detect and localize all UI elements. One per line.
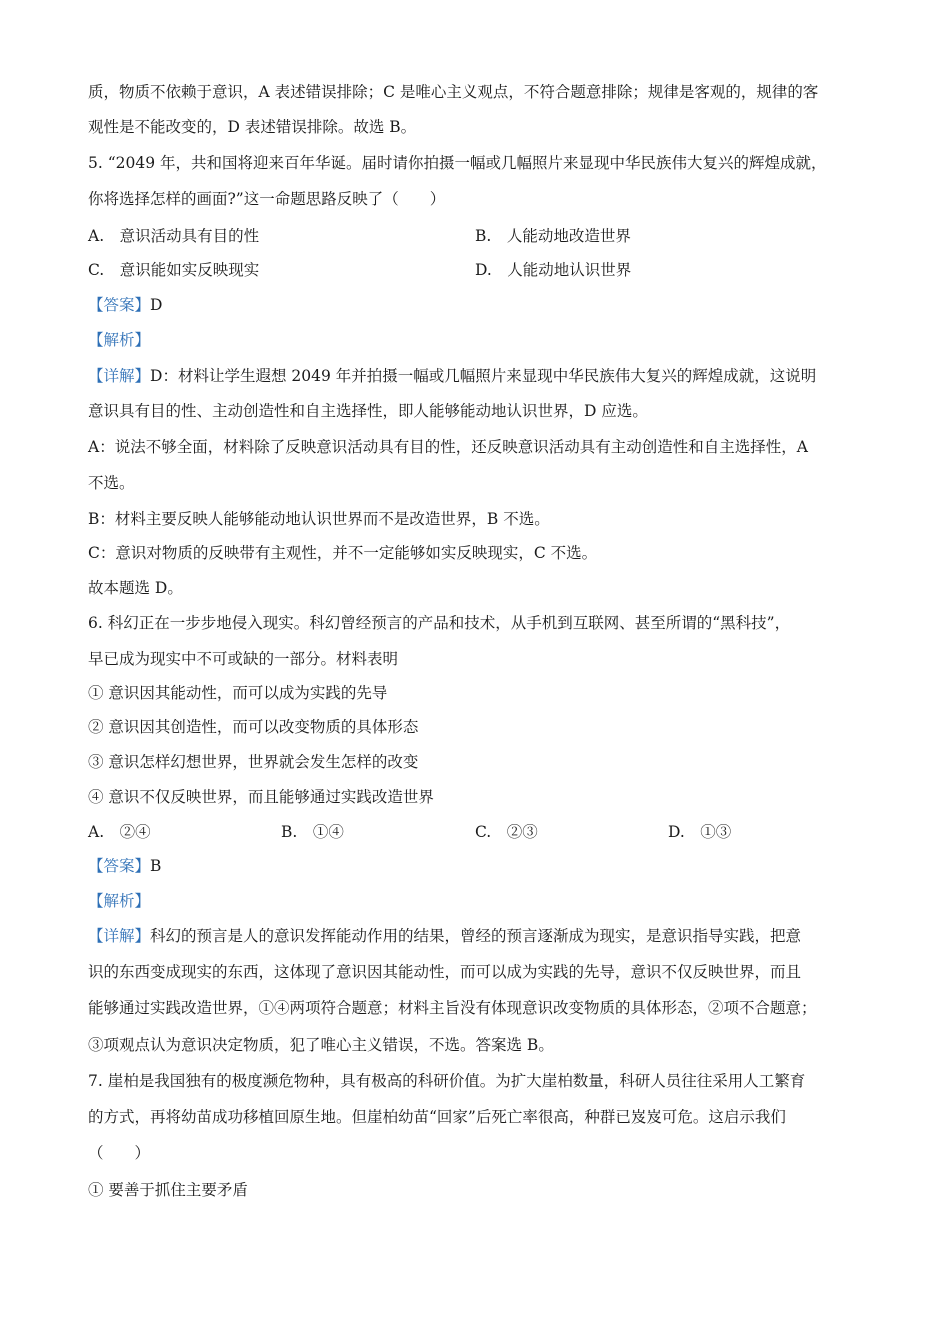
q5-option-b: B. 人能动地改造世界: [475, 227, 631, 245]
q6-detail-text-1: 科幻的预言是人的意识发挥能动作用的结果，曾经的预言逐渐成为现实，是意识指导实践，把意: [150, 927, 802, 945]
q5-option-d: D. 人能动地认识世界: [475, 261, 632, 279]
q5-analysis-tag: 【解析】: [88, 331, 151, 349]
q7-item-1: ① 要善于抓住主要矛盾: [88, 1181, 248, 1199]
q6-analysis-tag: 【解析】: [88, 892, 151, 910]
q6-detail-tag: 【详解】: [88, 927, 151, 945]
q5-option-a: A. 意识活动具有目的性: [88, 227, 260, 245]
q5-detail-text-1: D：材料让学生遐想 2049 年并拍摄一幅或几幅照片来显现中华民族伟大复兴的辉煌成就，这说明: [150, 367, 817, 385]
q5-stem-line-1: 5. “2049 年，共和国将迎来百年华诞。届时请你拍摄一幅或几幅照片来显现中华民族伟大复兴的辉煌成就，: [88, 154, 827, 172]
q7-stem-line-1: 7. 崖柏是我国独有的极度濒危物种，具有极高的科研价值。为扩大崖柏数量，科研人员往往采用人工繁育: [88, 1072, 806, 1090]
q5-stem-line-2: 你将选择怎样的画面?”这一命题思路反映了（ ）: [88, 190, 446, 208]
q6-answer: [88, 856, 161, 876]
q5-answer: [88, 295, 162, 315]
q7-stem-line-2: 的方式，再将幼苗成功移植回原生地。但崖柏幼苗“回家”后死亡率很高，种群已岌岌可危。这启示我们: [88, 1108, 786, 1126]
q6-item-1: ① 意识因其能动性，而可以成为实践的先导: [88, 684, 388, 702]
q5-detail-line-5: B：材料主要反映人能够能动地认识世界而不是改造世界，B 不选。: [88, 510, 550, 528]
q6-item-4: ④ 意识不仅反映世界，而且能够通过实践改造世界: [88, 788, 434, 806]
q5-detail-line-3: A：说法不够全面，材料除了反映意识活动具有目的性，还反映意识活动具有主动创造性和自主选择性，A: [88, 438, 808, 456]
q5-detail-line-6: C：意识对物质的反映带有主观性，并不一定能够如实反映现实，C 不选。: [88, 544, 598, 562]
q6-detail-line-1: [88, 926, 801, 946]
q6-item-2: ② 意识因其创造性，而可以改变物质的具体形态: [88, 718, 419, 736]
q6-detail-line-4: ③项观点认为意识决定物质，犯了唯心主义错误，不选。答案选 B。: [88, 1036, 554, 1054]
q6-option-d: D. ①③: [668, 823, 732, 841]
q6-option-b: B. ①④: [281, 823, 344, 841]
q5-detail-line-7: 故本题选 D。: [88, 579, 183, 597]
q6-detail-line-2: 识的东西变成现实的东西，这体现了意识因其能动性，而可以成为实践的先导，意识不仅反映世界，而且: [88, 963, 802, 981]
q5-detail-tag: 【详解】: [88, 367, 151, 385]
q5-option-c: C. 意识能如实反映现实: [88, 261, 260, 279]
q5-detail-line-1: [88, 366, 816, 386]
q6-answer-tag: 【答案】: [88, 857, 151, 875]
q5-answer-tag: 【答案】: [88, 296, 151, 314]
q6-detail-line-3: 能够通过实践改造世界，①④两项符合题意；材料主旨没有体现意识改变物质的具体形态，②项不合题意；: [88, 999, 817, 1017]
q6-option-c: C. ②③: [475, 823, 538, 841]
q6-item-3: ③ 意识怎样幻想世界，世界就会发生怎样的改变: [88, 753, 419, 771]
q5-answer-value: D: [150, 296, 163, 314]
q6-stem-line-2: 早已成为现实中不可或缺的一部分。材料表明: [88, 650, 399, 668]
q5-detail-line-4: 不选。: [88, 474, 135, 492]
intro-line-2: 观性是不能改变的，D 表述错误排除。故选 B。: [88, 118, 417, 136]
q6-option-a: A. ②④: [88, 823, 151, 841]
q7-stem-line-3: （ ）: [88, 1144, 151, 1162]
q5-detail-line-2: 意识具有目的性、主动创造性和自主选择性，即人能够能动地认识世界，D 应选。: [88, 402, 648, 420]
intro-line-1: 质，物质不依赖于意识，A 表述错误排除；C 是唯心主义观点，不符合题意排除；规律是客观的，规律的客: [88, 83, 819, 101]
q6-stem-line-1: 6. 科幻正在一步步地侵入现实。科幻曾经预言的产品和技术，从手机到互联网、甚至所谓的“黑科技”，: [88, 614, 791, 632]
q6-answer-value: B: [150, 857, 162, 875]
